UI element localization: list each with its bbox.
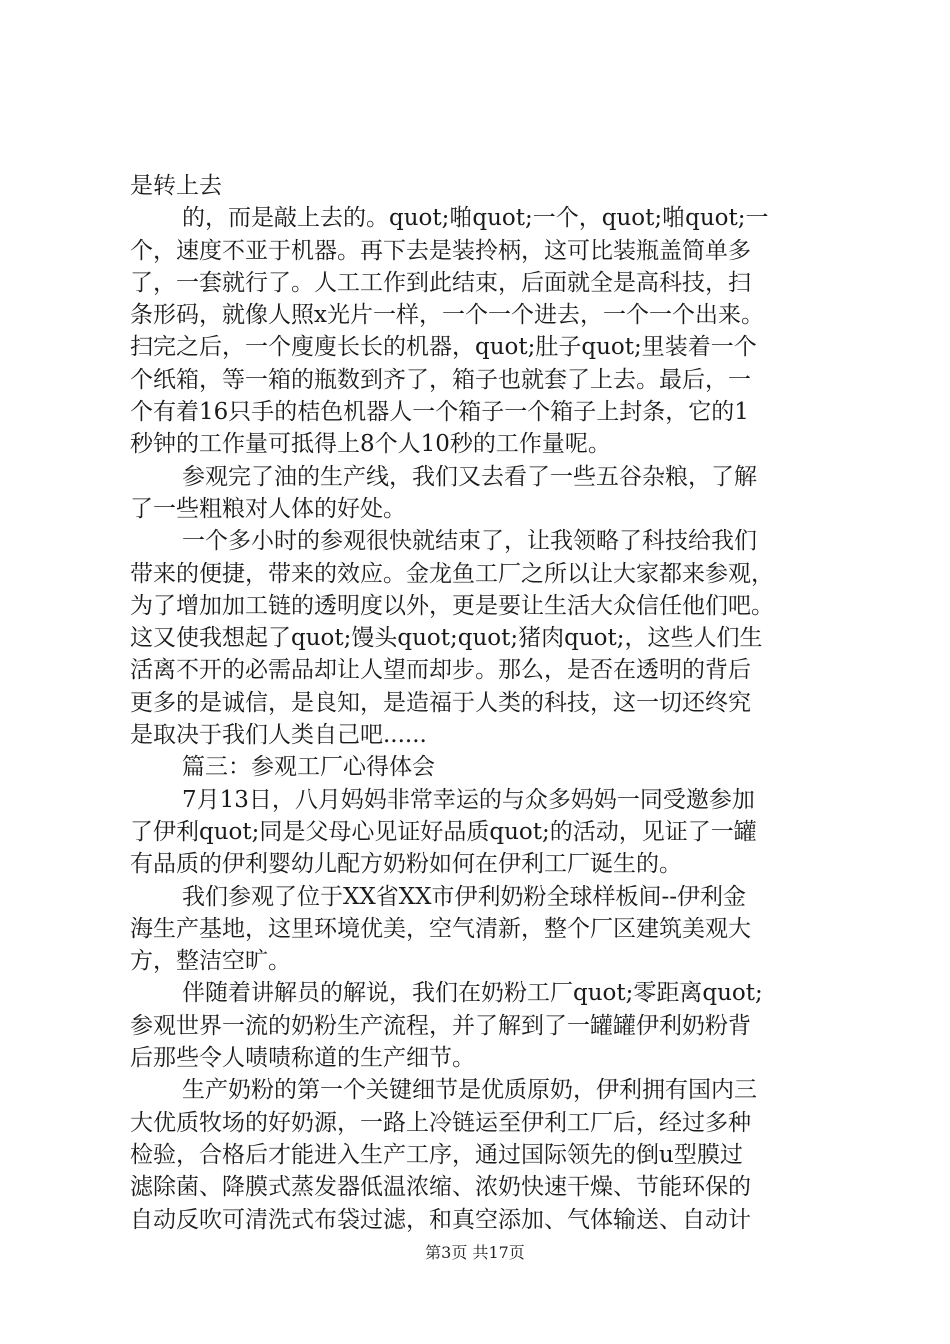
text-line: 的，而是敲上去的。quot;啪quot;一个，quot;啪quot;一 — [182, 205, 769, 232]
text-line: 后那些令人啧啧称道的生产细节。 — [130, 1045, 475, 1072]
text-line: 方，整洁空旷。 — [130, 948, 291, 975]
text-line: 生产奶粉的第一个关键细节是优质原奶，伊利拥有国内三 — [182, 1077, 757, 1104]
text-line: 为了增加加工链的透明度以外，更是要让生活大众信任他们吧。 — [130, 592, 774, 619]
text-line: 扫完之后，一个廋廋长长的机器，quot;肚子quot;里装着一个 — [130, 334, 757, 361]
text-line: 是取决于我们人类自己吧...... — [130, 722, 427, 749]
text-line: 伴随着讲解员的解说，我们在奶粉工厂quot;零距离quot; — [182, 980, 763, 1007]
text-line: 更多的是诚信，是良知，是造福于人类的科技，这一切还终究 — [130, 689, 751, 716]
text-line: 海生产基地，这里环境优美，空气清新，整个厂区建筑美观大 — [130, 915, 751, 942]
text-line: 这又使我想起了quot;馒头quot;quot;猪肉quot;，这些人们生 — [130, 625, 763, 652]
text-line: 7月13日，八月妈妈非常幸运的与众多妈妈一同受邀参加 — [182, 786, 755, 813]
text-line: 滤除菌、降膜式蒸发器低温浓缩、浓奶快速干燥、节能环保的 — [130, 1174, 751, 1201]
text-line: 条形码，就像人照x光片一样，一个一个进去，一个一个出来。 — [130, 302, 764, 329]
page-number-footer: 第3页 共17页 — [425, 1243, 525, 1262]
text-line: 了一些粗粮对人体的好处。 — [130, 495, 406, 522]
text-line: 秒钟的工作量可抵得上8个人10秒的工作量呢。 — [130, 431, 611, 458]
text-line: 活离不开的必需品却让人望而却步。那么，是否在透明的背后 — [130, 657, 751, 684]
text-line: 个有着16只手的桔色机器人一个箱子一个箱子上封条，它的1 — [130, 399, 749, 426]
text-line: 一个多小时的参观很快就结束了，让我领略了科技给我们 — [182, 528, 757, 555]
text-line: 带来的便捷，带来的效应。金龙鱼工厂之所以让大家都来参观， — [130, 560, 774, 587]
document-body — [130, 170, 835, 1236]
text-line: 参观世界一流的奶粉生产流程，并了解到了一罐罐伊利奶粉背 — [130, 1012, 751, 1039]
text-line: 大优质牧场的好奶源，一路上冷链运至伊利工厂后，经过多种 — [130, 1109, 751, 1136]
text-line: 了，一套就行了。人工工作到此结束，后面就全是高科技，扫 — [130, 269, 751, 296]
text-line: 有品质的伊利婴幼儿配方奶粉如何在伊利工厂诞生的。 — [130, 851, 682, 878]
text-line: 检验，合格后才能进入生产工序，通过国际领先的倒u型膜过 — [130, 1141, 743, 1168]
text-line: 是转上去 — [130, 173, 222, 199]
text-line: 参观完了油的生产线，我们又去看了一些五谷杂粮，了解 — [182, 463, 757, 490]
text-line: 个，速度不亚于机器。再下去是装拎柄，这可比装瓶盖简单多 — [130, 237, 751, 264]
text-line: 我们参观了位于XX省XX市伊利奶粉全球样板间--伊利金 — [182, 883, 747, 910]
text-line: 了伊利quot;同是父母心见证好品质quot;的活动，见证了一罐 — [130, 818, 757, 845]
text-line: 自动反吹可清洗式布袋过滤，和真空添加、气体输送、自动计 — [130, 1206, 751, 1233]
text-line: 个纸箱，等一箱的瓶数到齐了，箱子也就套了上去。最后，一 — [130, 366, 751, 393]
text-line: 篇三：参观工厂心得体会 — [182, 754, 435, 781]
